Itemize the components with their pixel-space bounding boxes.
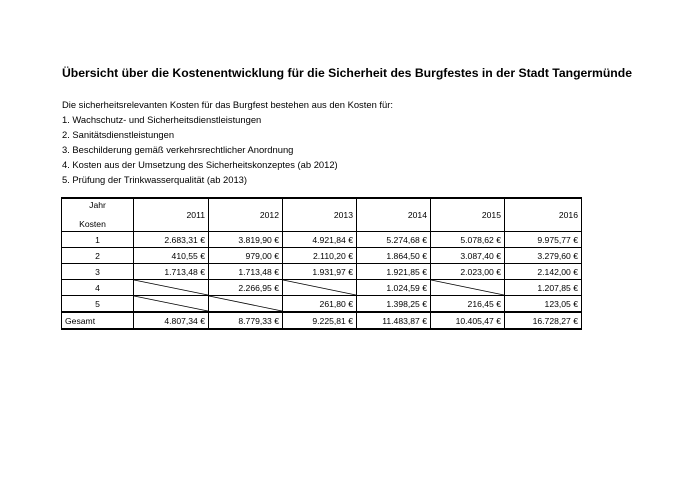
corner-label-year: Jahr [89, 200, 106, 210]
cost-cell: 2.023,00 € [431, 264, 505, 280]
cost-cell: 2.142,00 € [505, 264, 582, 280]
year-header: 2015 [431, 198, 505, 232]
cost-cell: 5.274,68 € [357, 232, 431, 248]
cost-cell: 216,45 € [431, 296, 505, 313]
year-header: 2014 [357, 198, 431, 232]
intro-lead: Die sicherheitsrelevanten Kosten für das Burgfest bestehen aus den Kosten für: [62, 99, 393, 110]
year-header: 2013 [283, 198, 357, 232]
intro-item: 2. Sanitätsdienstleistungen [62, 129, 175, 140]
cost-cell: 1.024,59 € [357, 280, 431, 296]
intro-item: 5. Prüfung der Trinkwasserqualität (ab 2013) [62, 174, 247, 185]
corner-cell [62, 198, 134, 232]
table-row [62, 280, 582, 296]
total-cell: 10.405,47 € [431, 312, 505, 329]
empty-cell-slash [134, 296, 209, 313]
cost-cell: 1.931,97 € [283, 264, 357, 280]
cost-cell: 1.864,50 € [357, 248, 431, 264]
cost-cell: 1.921,85 € [357, 264, 431, 280]
cost-cell: 1.398,25 € [357, 296, 431, 313]
row-label: 1 [62, 232, 134, 248]
row-label: 5 [62, 296, 134, 313]
row-label: 4 [62, 280, 134, 296]
cost-cell: 1.713,48 € [134, 264, 209, 280]
cost-cell: 1.713,48 € [209, 264, 283, 280]
cost-cell: 123,05 € [505, 296, 582, 313]
cost-cell: 3.279,60 € [505, 248, 582, 264]
cost-cell: 9.975,77 € [505, 232, 582, 248]
page-title: Übersicht über die Kostenentwicklung für die Sicherheit des Burgfestes in der Stadt Tangermünde [62, 66, 632, 80]
total-label: Gesamt [62, 312, 134, 329]
intro-item: 4. Kosten aus der Umsetzung des Sicherheitskonzeptes (ab 2012) [62, 159, 338, 170]
empty-cell-slash [431, 280, 505, 296]
cost-cell: 3.087,40 € [431, 248, 505, 264]
year-header: 2012 [209, 198, 283, 232]
cost-cell: 2.110,20 € [283, 248, 357, 264]
cost-cell: 3.819,90 € [209, 232, 283, 248]
cost-cell: 410,55 € [134, 248, 209, 264]
empty-cell-slash [283, 280, 357, 296]
table-row [62, 248, 582, 264]
cost-cell: 1.207,85 € [505, 280, 582, 296]
intro-item: 1. Wachschutz- und Sicherheitsdienstleistungen [62, 114, 262, 125]
empty-cell-slash [134, 280, 209, 296]
total-cell: 8.779,33 € [209, 312, 283, 329]
table-row [62, 296, 582, 313]
intro-item: 3. Beschilderung gemäß verkehrsrechtlicher Anordnung [62, 144, 294, 155]
year-header: 2016 [505, 198, 582, 232]
cost-cell: 4.921,84 € [283, 232, 357, 248]
cost-cell: 2.683,31 € [134, 232, 209, 248]
cost-cell: 5.078,62 € [431, 232, 505, 248]
cost-cell: 979,00 € [209, 248, 283, 264]
table-row [62, 232, 582, 248]
cost-table [61, 197, 582, 330]
total-cell: 4.807,34 € [134, 312, 209, 329]
corner-label-costs: Kosten [79, 219, 106, 229]
row-label: 2 [62, 248, 134, 264]
total-row [62, 312, 582, 329]
row-label: 3 [62, 264, 134, 280]
year-header: 2011 [134, 198, 209, 232]
empty-cell-slash [209, 296, 283, 313]
cost-cell: 261,80 € [283, 296, 357, 313]
intro-text [62, 97, 393, 187]
total-cell: 9.225,81 € [283, 312, 357, 329]
total-cell: 16.728,27 € [505, 312, 582, 329]
table-row [62, 264, 582, 280]
cost-cell: 2.266,95 € [209, 280, 283, 296]
table-header-row [62, 198, 582, 232]
total-cell: 11.483,87 € [357, 312, 431, 329]
